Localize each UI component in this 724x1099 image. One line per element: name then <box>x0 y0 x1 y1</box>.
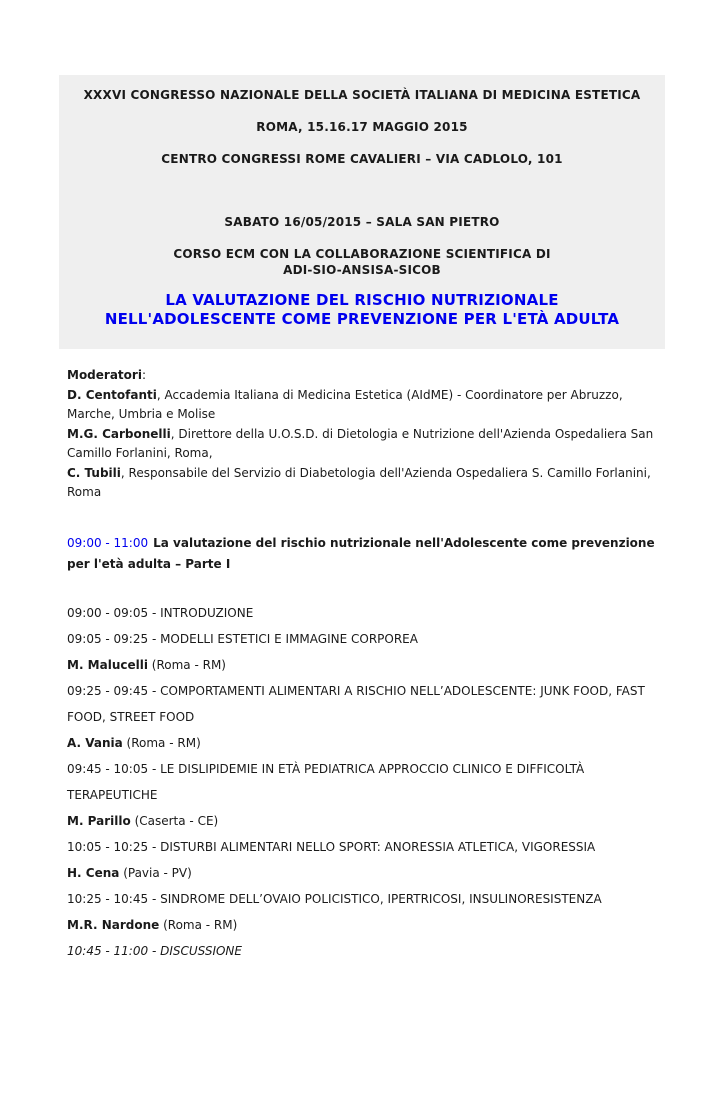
moderator-affiliation: , Accademia Italiana di Medicina Estetica (AIdME) - Coordinatore per Abruzzo, Marche, Umbria e Molise <box>67 387 623 421</box>
speaker-name: H. Cena <box>67 865 120 880</box>
schedule-section <box>67 600 657 964</box>
speaker-affiliation: (Roma - RM) <box>159 917 238 932</box>
header-box <box>59 75 665 349</box>
session-title: La valutazione del rischio nutrizionale nell'Adolescente come prevenzione per l'età adulta – Parte I <box>67 535 655 571</box>
ecm-line-1: CORSO ECM CON LA COLLABORAZIONE SCIENTIFICA DI <box>173 247 551 261</box>
moderator-name: M.G. Carbonelli <box>67 426 171 441</box>
ecm-line-2: ADI-SIO-ANSISA-SICOB <box>283 263 441 277</box>
document-page <box>0 75 724 1099</box>
congress-title: XXXVI CONGRESSO NAZIONALE DELLA SOCIETÀ ITALIANA DI MEDICINA ESTETICA <box>83 88 641 102</box>
session-heading <box>67 533 657 575</box>
schedule-item: 10:25 - 10:45 - SINDROME DELL’OVAIO POLICISTICO, IPERTRICOSI, INSULINORESISTENZA <box>67 891 602 906</box>
course-title-line-2: NELL'ADOLESCENTE COME PREVENZIONE PER L'ETÀ ADULTA <box>104 310 620 328</box>
moderator-affiliation: , Direttore della U.O.S.D. di Dietologia e Nutrizione dell'Azienda Ospedaliera San Camillo Forlanini, Roma, <box>67 426 654 460</box>
moderator-affiliation: , Responsabile del Servizio di Diabetologia dell'Azienda Ospedaliera S. Camillo Forlanini, Roma <box>67 465 651 499</box>
speaker-line <box>67 652 657 678</box>
moderators-section <box>67 366 657 503</box>
moderator-name: D. Centofanti <box>67 387 157 402</box>
schedule-item: 09:45 - 10:05 - LE DISLIPIDEMIE IN ETÀ PEDIATRICA APPROCCIO CLINICO E DIFFICOLTÀ TERAPEUTICHE <box>67 761 585 802</box>
speaker-affiliation: (Roma - RM) <box>122 735 201 750</box>
speaker-line <box>67 730 657 756</box>
session-time: 09:00 - 11:00 <box>67 535 149 550</box>
schedule-item-discussion: 10:45 - 11:00 - DISCUSSIONE <box>67 943 242 958</box>
course-title <box>81 291 643 329</box>
moderators-label-text: Moderatori <box>67 368 142 382</box>
schedule-item: 09:05 - 09:25 - MODELLI ESTETICI E IMMAGINE CORPOREA <box>67 631 418 646</box>
speaker-name: M. Malucelli <box>67 657 148 672</box>
speaker-affiliation: (Caserta - CE) <box>130 813 219 828</box>
moderator-item <box>67 425 657 464</box>
speaker-line <box>67 860 657 886</box>
speaker-name: M.R. Nardone <box>67 917 160 932</box>
speaker-name: A. Vania <box>67 735 123 750</box>
moderators-label <box>67 366 657 386</box>
header-spacer <box>81 183 643 214</box>
course-title-line-1: LA VALUTAZIONE DEL RISCHIO NUTRIZIONALE <box>165 291 559 309</box>
speaker-name: M. Parillo <box>67 813 131 828</box>
speaker-line <box>67 808 657 834</box>
schedule-item: 09:25 - 09:45 - COMPORTAMENTI ALIMENTARI A RISCHIO NELL’ADOLESCENTE: JUNK FOOD, FAST FOOD, STREET FOOD <box>67 683 645 724</box>
moderators-label-colon: : <box>141 368 146 382</box>
congress-venue: CENTRO CONGRESSI ROME CAVALIERI – VIA CADLOLO, 101 <box>161 152 563 166</box>
moderator-item <box>67 386 657 425</box>
moderator-item <box>67 464 657 503</box>
moderator-name: C. Tubili <box>67 465 121 480</box>
speaker-line <box>67 912 657 938</box>
speaker-affiliation: (Pavia - PV) <box>119 865 192 880</box>
speaker-affiliation: (Roma - RM) <box>147 657 226 672</box>
congress-date: ROMA, 15.16.17 MAGGIO 2015 <box>256 120 468 134</box>
schedule-item: 10:05 - 10:25 - DISTURBI ALIMENTARI NELLO SPORT: ANORESSIA ATLETICA, VIGORESSIA <box>67 839 596 854</box>
session-day-hall: SABATO 16/05/2015 – SALA SAN PIETRO <box>224 215 500 229</box>
ecm-course-line <box>81 246 643 278</box>
schedule-item: 09:00 - 09:05 - INTRODUZIONE <box>67 605 254 620</box>
